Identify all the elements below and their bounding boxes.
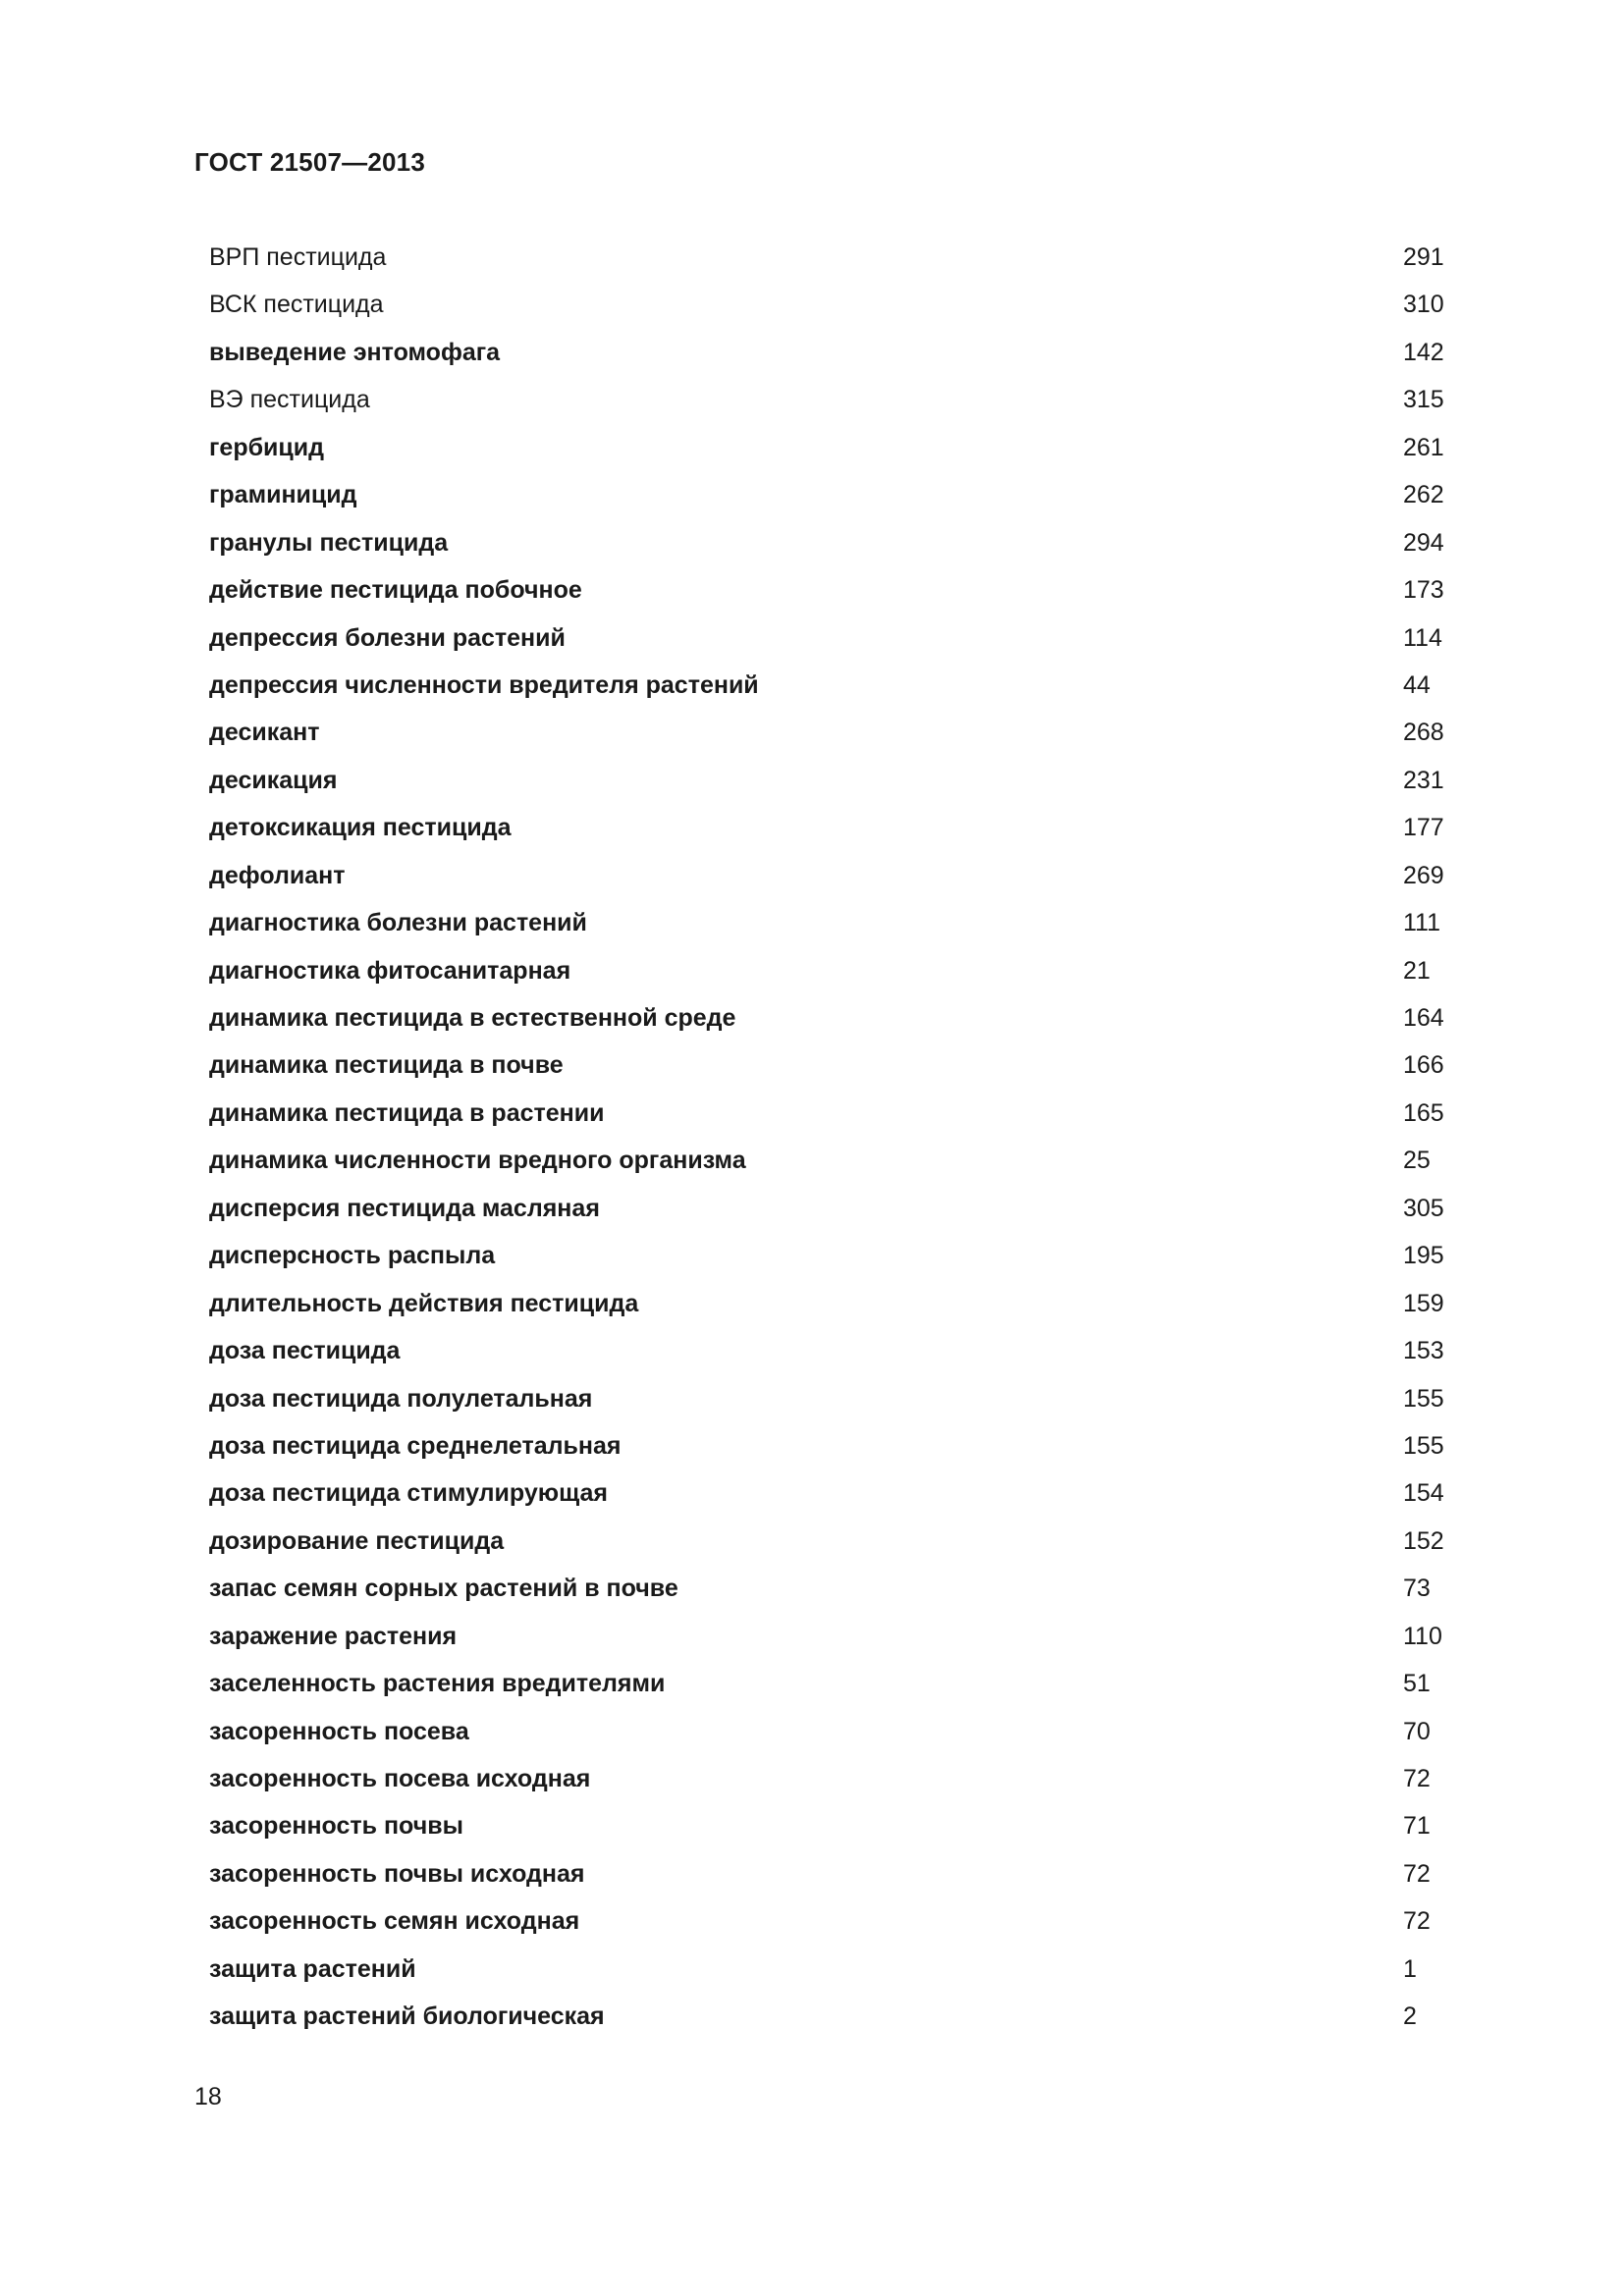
index-entry [209,1137,1456,1184]
index-number: 269 [1403,861,1444,889]
index-term: ВЭ пестицида [209,386,370,414]
index-term: диагностика фитосанитарная [209,956,571,985]
index-number: 73 [1403,1575,1431,1603]
index-number: 166 [1403,1051,1444,1080]
index-term: засоренность посева исходная [209,1765,591,1792]
index-number: 142 [1403,338,1444,366]
index-term: десикация [209,766,338,794]
index-number: 152 [1403,1526,1444,1555]
index-number: 305 [1403,1194,1444,1222]
index-term: доза пестицида [209,1337,401,1365]
index-entry [209,852,1456,899]
alphabetical-index [209,234,1456,2041]
index-term: депрессия болезни растений [209,623,566,652]
index-entry [209,376,1456,423]
index-term: защита растений [209,1954,416,1983]
index-term: граминицид [209,481,357,509]
index-term: запас семян сорных растений в почве [209,1575,678,1603]
index-number: 231 [1403,766,1444,794]
page-number: 18 [194,2083,222,2110]
index-number: 154 [1403,1479,1444,1508]
index-number: 72 [1403,1907,1431,1936]
index-entry [209,519,1456,566]
index-number: 310 [1403,291,1444,319]
index-entry [209,1469,1456,1517]
index-entry [209,424,1456,471]
index-number: 164 [1403,1004,1444,1032]
index-number: 114 [1403,623,1442,652]
index-term: динамика пестицида в почве [209,1051,564,1080]
index-term: дефолиант [209,861,346,889]
index-term: динамика численности вредного организма [209,1147,746,1175]
index-term: дозирование пестицида [209,1526,505,1555]
index-entry [209,709,1456,756]
index-number: 110 [1403,1622,1442,1650]
index-term: доза пестицида стимулирующая [209,1479,608,1508]
index-number: 153 [1403,1337,1444,1365]
index-entry [209,1280,1456,1327]
index-entry [209,329,1456,376]
index-number: 70 [1403,1717,1431,1745]
index-term: диагностика болезни растений [209,909,587,937]
index-term: детоксикация пестицида [209,814,512,842]
index-entry [209,994,1456,1041]
index-entry [209,1090,1456,1137]
index-entry [209,1565,1456,1612]
index-number: 155 [1403,1431,1444,1460]
index-number: 25 [1403,1147,1431,1175]
index-term: засоренность почвы [209,1812,463,1841]
index-entry [209,566,1456,614]
index-number: 261 [1403,433,1444,461]
index-entry [209,1993,1456,2040]
index-number: 21 [1403,956,1431,985]
index-number: 111 [1403,909,1441,937]
index-entry [209,947,1456,994]
index-entry [209,1185,1456,1232]
index-term: дисперсность распыла [209,1242,496,1270]
index-number: 195 [1403,1242,1444,1270]
index-entry [209,1327,1456,1374]
index-entry [209,1708,1456,1755]
index-number: 2 [1403,2002,1417,2031]
index-term: доза пестицида среднелетальная [209,1431,622,1460]
index-term: гербицид [209,433,325,461]
index-number: 71 [1403,1812,1431,1841]
index-entry [209,662,1456,709]
index-number: 268 [1403,719,1444,747]
index-entry [209,471,1456,518]
index-entry [209,899,1456,946]
index-number: 72 [1403,1765,1431,1792]
index-term: засоренность посева [209,1717,469,1745]
index-term: засоренность семян исходная [209,1907,580,1936]
index-entry [209,1946,1456,1993]
index-term: ВСК пестицида [209,291,384,319]
index-number: 44 [1403,670,1431,699]
index-term: защита растений биологическая [209,2002,605,2031]
index-term: ВРП пестицида [209,243,387,271]
index-number: 315 [1403,386,1444,414]
index-entry [209,1375,1456,1422]
index-term: засоренность почвы исходная [209,1859,585,1888]
index-entry [209,281,1456,328]
index-number: 177 [1403,814,1444,842]
index-entry [209,1802,1456,1849]
index-term: депрессия численности вредителя растений [209,670,759,699]
index-term: гранулы пестицида [209,528,449,557]
index-entry [209,1897,1456,1945]
index-entry [209,804,1456,851]
index-term: действие пестицида побочное [209,576,582,605]
index-entry [209,1232,1456,1279]
index-number: 165 [1403,1098,1444,1127]
index-term: доза пестицида полулетальная [209,1384,593,1413]
index-term: динамика пестицида в растении [209,1098,605,1127]
index-number: 51 [1403,1670,1431,1698]
index-number: 72 [1403,1859,1431,1888]
index-term: заражение растения [209,1622,458,1650]
index-number: 155 [1403,1384,1444,1413]
index-entry [209,1518,1456,1565]
index-number: 262 [1403,481,1444,509]
index-entry [209,1755,1456,1802]
index-number: 173 [1403,576,1444,605]
index-number: 294 [1403,528,1444,557]
index-term: динамика пестицида в естественной среде [209,1004,736,1032]
index-entry [209,1422,1456,1469]
index-term: дисперсия пестицида масляная [209,1194,600,1222]
index-entry [209,1613,1456,1660]
index-entry [209,1041,1456,1089]
index-entry [209,234,1456,281]
index-number: 159 [1403,1289,1444,1317]
index-term: длительность действия пестицида [209,1289,639,1317]
index-number: 1 [1403,1954,1417,1983]
index-term: выведение энтомофага [209,338,501,366]
index-term: десикант [209,719,320,747]
index-number: 291 [1403,243,1444,271]
index-term: заселенность растения вредителями [209,1670,666,1698]
index-entry [209,614,1456,662]
index-entry [209,757,1456,804]
index-entry [209,1850,1456,1897]
index-entry [209,1660,1456,1707]
document-header: ГОСТ 21507—2013 [194,147,425,177]
